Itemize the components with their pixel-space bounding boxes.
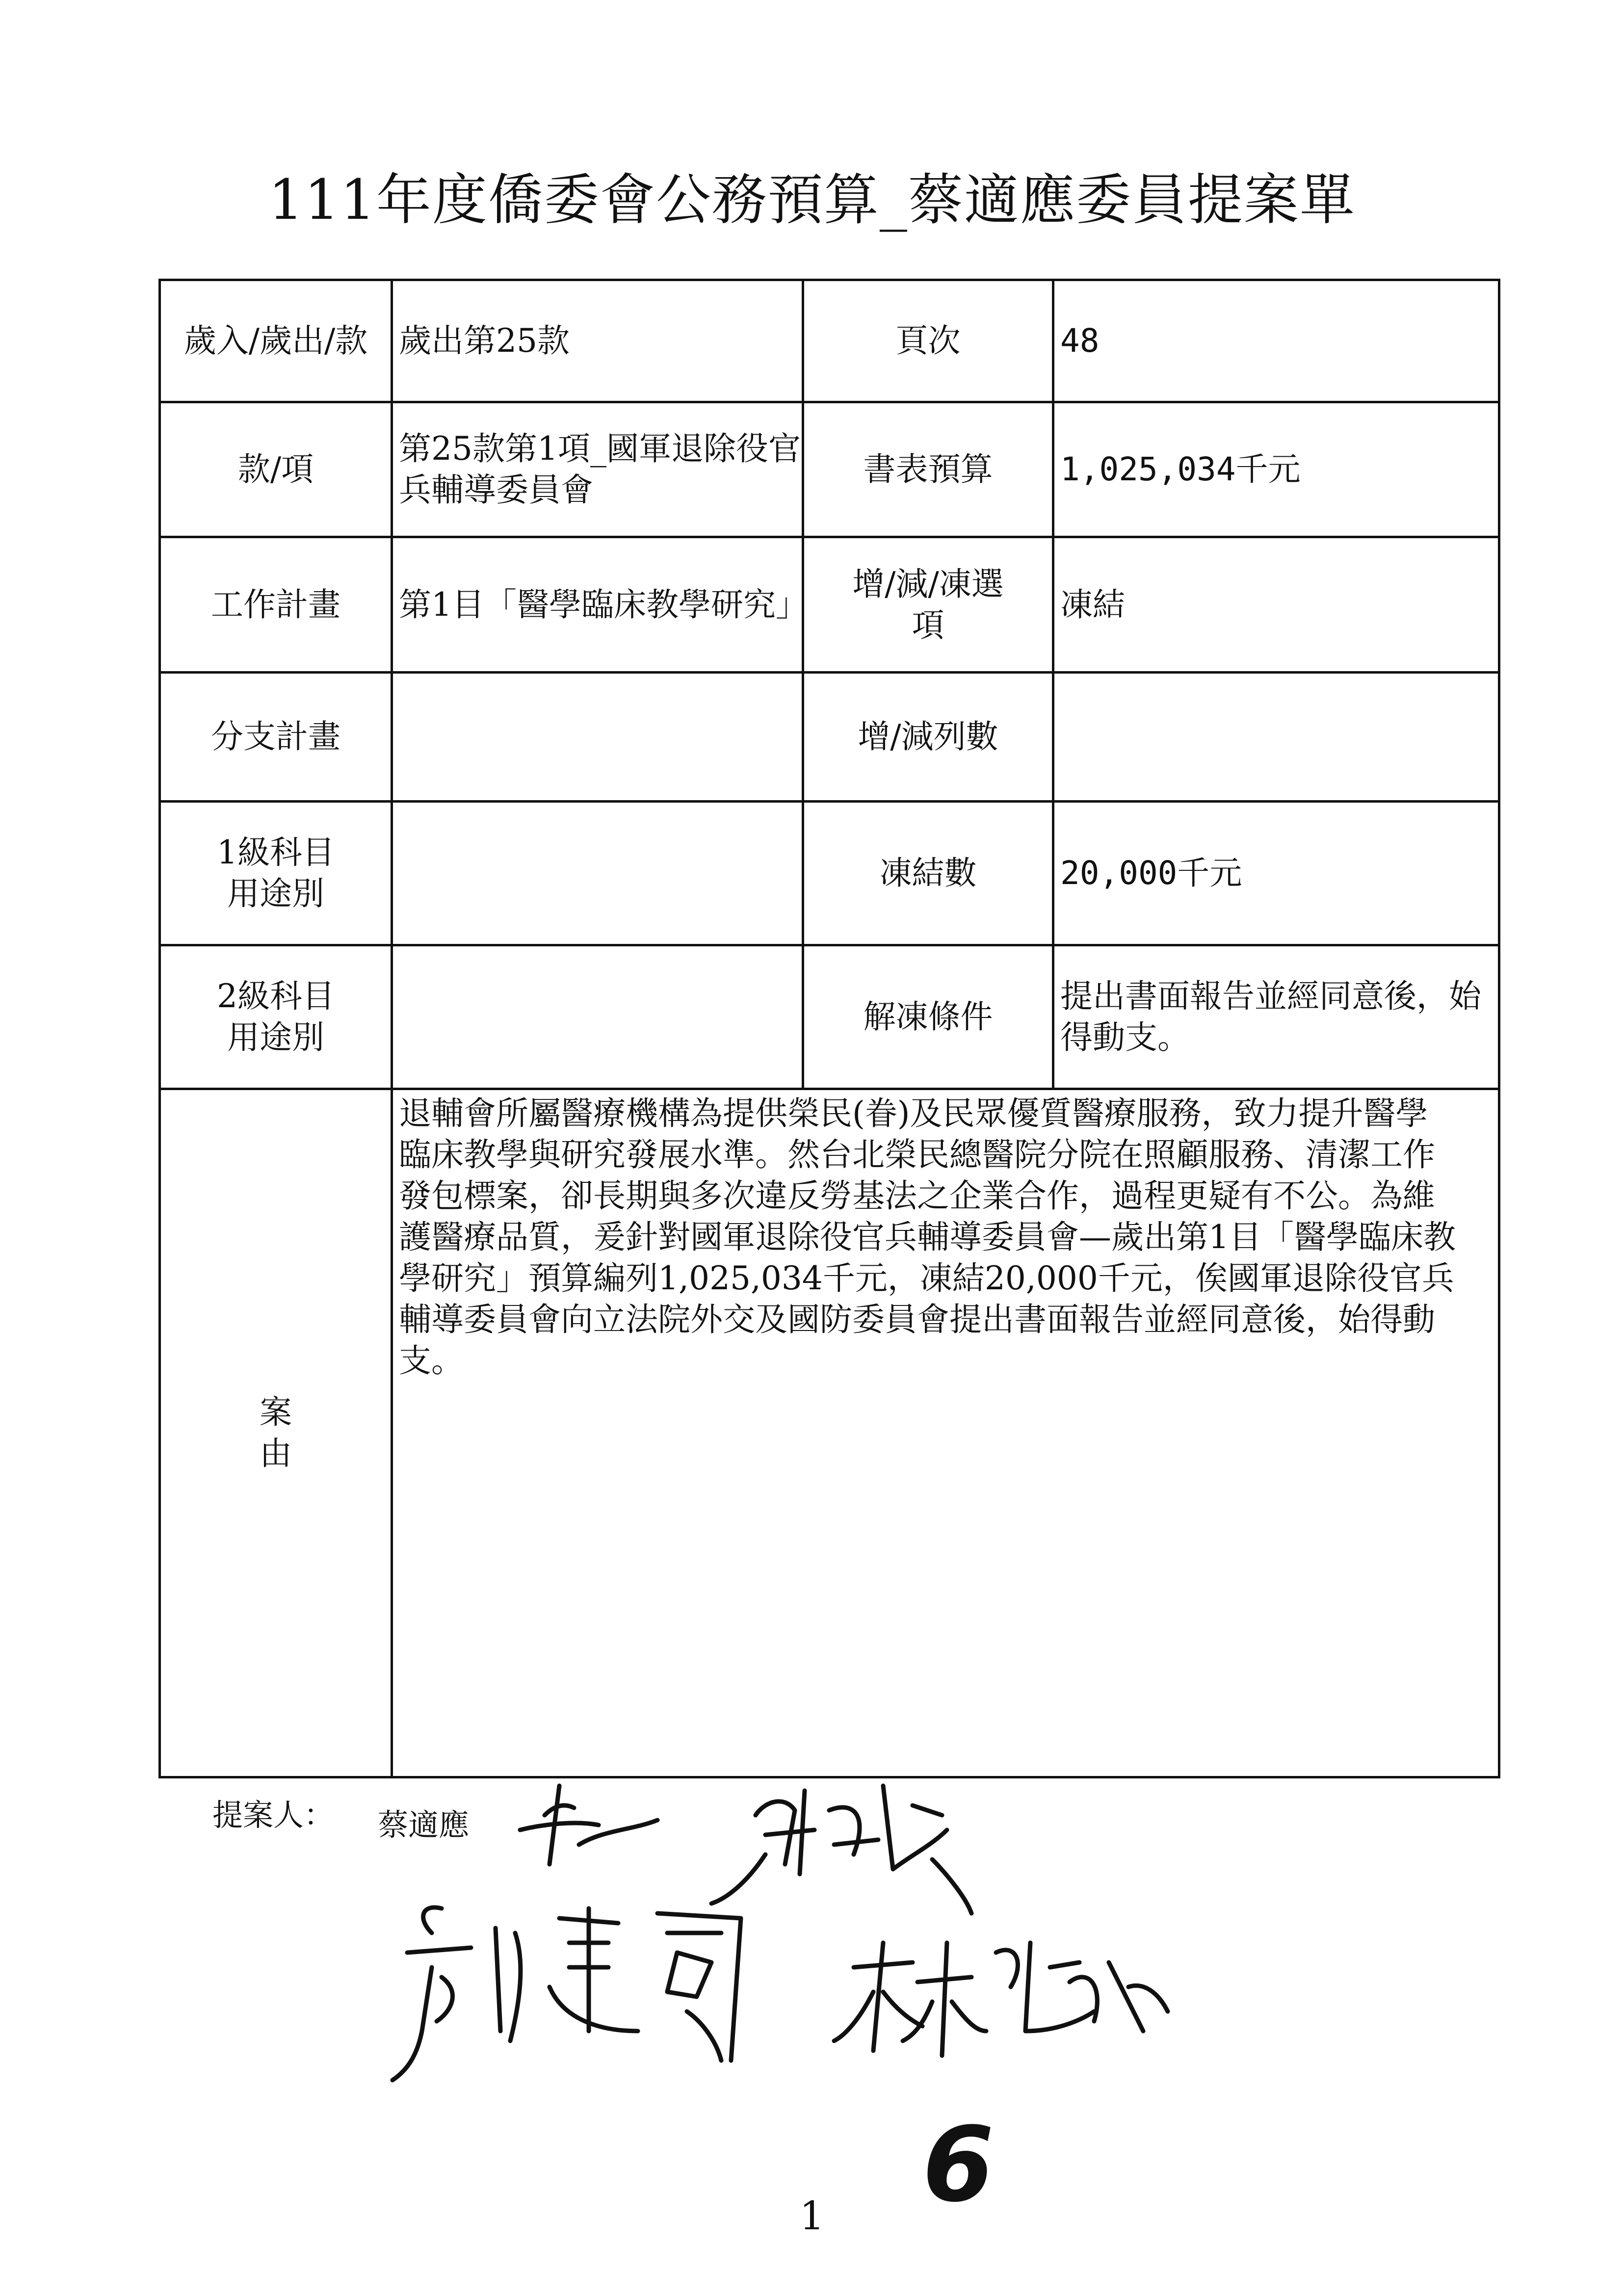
field-label: 頁次	[803, 280, 1053, 402]
field-label: 增/減/凍選項	[803, 537, 1053, 672]
reason-line: 發包標案，卻長期與多次違反勞基法之企業合作，過程更疑有不公。為維	[399, 1177, 1435, 1215]
handwritten-signatures	[0, 1756, 1624, 2100]
field-value: 凍結	[1053, 537, 1499, 672]
table-row	[160, 802, 1499, 945]
proposer-name: 蔡適應	[378, 1808, 470, 1842]
signature-4	[834, 1943, 1168, 2056]
field-label: 凍結數	[803, 802, 1053, 945]
field-label: 工作計畫	[160, 537, 392, 672]
proposer-label: 提案人：	[212, 1799, 335, 1832]
table-row	[160, 945, 1499, 1089]
table-row	[160, 537, 1499, 672]
reason-line: 退輔會所屬醫療機構為提供榮民(眷)及民眾優質醫療服務，致力提升醫學	[399, 1095, 1428, 1133]
field-value: 48	[1053, 280, 1499, 402]
reason-label: 案由	[160, 1089, 392, 1777]
reason-line: 護醫療品質，爰針對國軍退除役官兵輔導委員會—歲出第1目「醫學臨床教	[399, 1218, 1456, 1256]
reason-line: 臨床教學與研究發展水準。然台北榮民總醫院分院在照顧服務、清潔工作	[399, 1136, 1435, 1174]
handwritten-page-number: 6	[922, 2105, 995, 2225]
field-value: 第1目「醫學臨床教學研究」	[392, 537, 803, 672]
field-label: 2級科目用途別	[160, 945, 392, 1089]
table-row	[160, 402, 1499, 537]
signature-3	[393, 1907, 741, 2080]
field-label: 歲入/歲出/款	[160, 280, 392, 402]
field-value: 20,000千元	[1053, 802, 1499, 945]
field-label: 1級科目用途別	[160, 802, 392, 945]
proposal-form-table	[158, 279, 1500, 1778]
signature-2	[711, 1786, 971, 1913]
table-row	[160, 1089, 1499, 1777]
field-value: 提出書面報告並經同意後，始得動支。	[1053, 945, 1499, 1089]
reason-body	[392, 1089, 1499, 1777]
signature-1	[520, 1786, 657, 1864]
field-label: 增/減列數	[803, 672, 1053, 801]
reason-line: 學研究」預算編列1,025,034千元，凍結20,000千元，俟國軍退除役官兵	[399, 1259, 1454, 1298]
field-value: 歲出第25款	[392, 280, 803, 402]
page-number: 1	[799, 2193, 825, 2239]
table-row	[160, 280, 1499, 402]
field-label: 解凍條件	[803, 945, 1053, 1089]
form-title: 111年度僑委會公務預算_蔡適應委員提案單	[268, 168, 1356, 232]
field-value: 1,025,034千元	[1053, 402, 1499, 537]
field-value	[1053, 672, 1499, 801]
field-value: 第25款第1項_國軍退除役官兵輔導委員會	[392, 402, 803, 537]
field-value	[392, 945, 803, 1089]
field-label: 分支計畫	[160, 672, 392, 801]
field-label: 書表預算	[803, 402, 1053, 537]
reason-line: 支。	[399, 1342, 464, 1380]
table-row	[160, 672, 1499, 801]
field-value	[392, 802, 803, 945]
field-label: 款/項	[160, 402, 392, 537]
reason-line: 輔導委員會向立法院外交及國防委員會提出書面報告並經同意後，始得動	[399, 1301, 1435, 1339]
field-value	[392, 672, 803, 801]
